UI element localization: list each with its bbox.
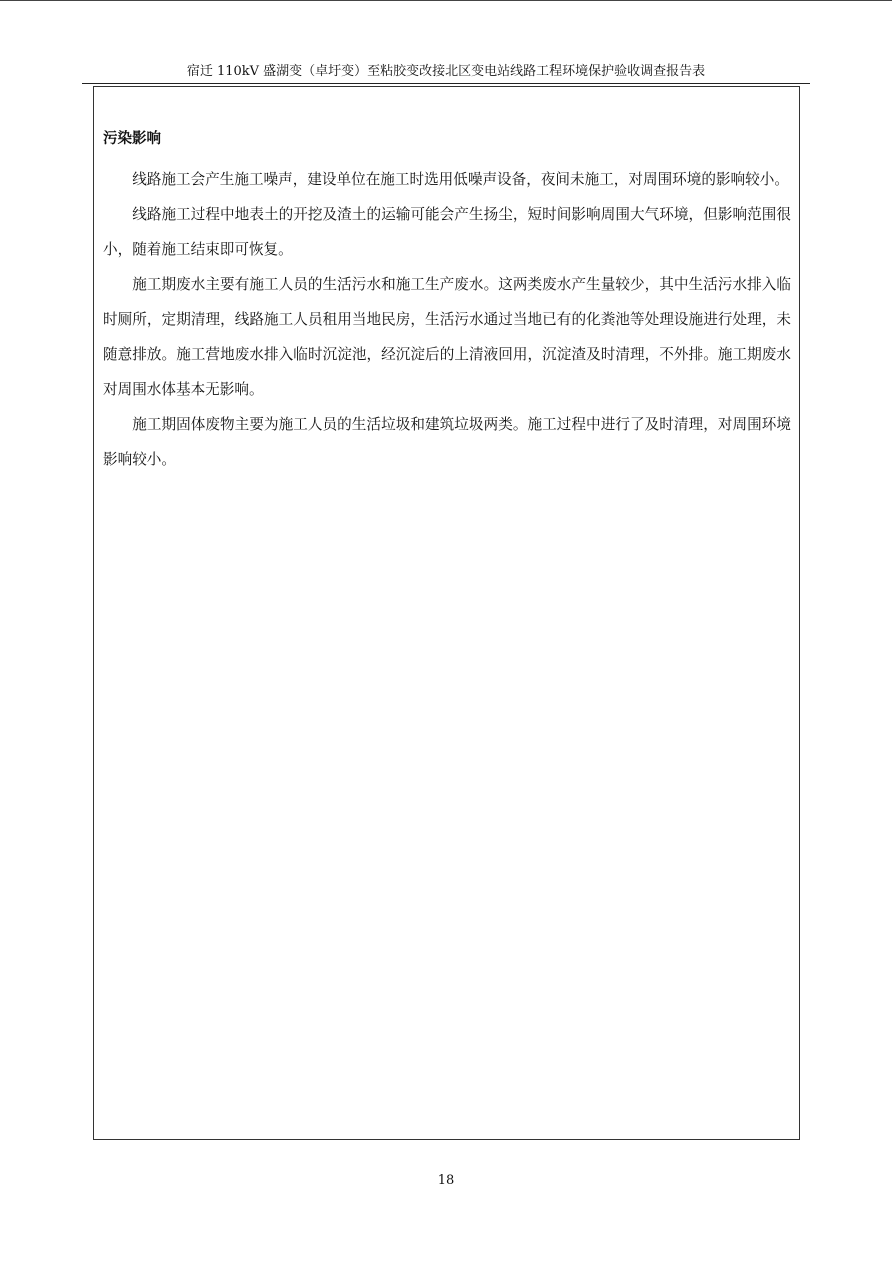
- page-top-border: [0, 0, 892, 1]
- paragraph-wastewater: 施工期废水主要有施工人员的生活污水和施工生产废水。这两类废水产生量较少，其中生活污水排入临时厕所，定期清理，线路施工人员租用当地民房，生活污水通过当地已有的化粪池等处理设施进行处理，未随意排放。施工营地废水排入临时沉淀池，经沉淀后的上清液回用，沉淀渣及时清理，不外排。施工期废水对周围水体基本无影响。: [103, 276, 791, 398]
- section-heading: 污染影响: [103, 131, 161, 147]
- paragraph-dust: 线路施工过程中地表土的开挖及渣土的运输可能会产生扬尘，短时间影响周围大气环境，但影响范围很小，随着施工结束即可恢复。: [103, 206, 791, 258]
- page-number: 18: [437, 1173, 455, 1188]
- report-content-box: [93, 86, 800, 1140]
- paragraph-solid-waste: 施工期固体废物主要为施工人员的生活垃圾和建筑垃圾两类。施工过程中进行了及时清理，对周围环境影响较小。: [103, 416, 791, 468]
- running-header: 宿迁 110kV 盛湖变（卓圩变）至粘胶变改接北区变电站线路工程环境保护验收调查报告表: [82, 61, 810, 84]
- paragraph-noise: 线路施工会产生施工噪声，建设单位在施工时选用低噪声设备，夜间未施工，对周围环境的影响较小。: [132, 171, 789, 188]
